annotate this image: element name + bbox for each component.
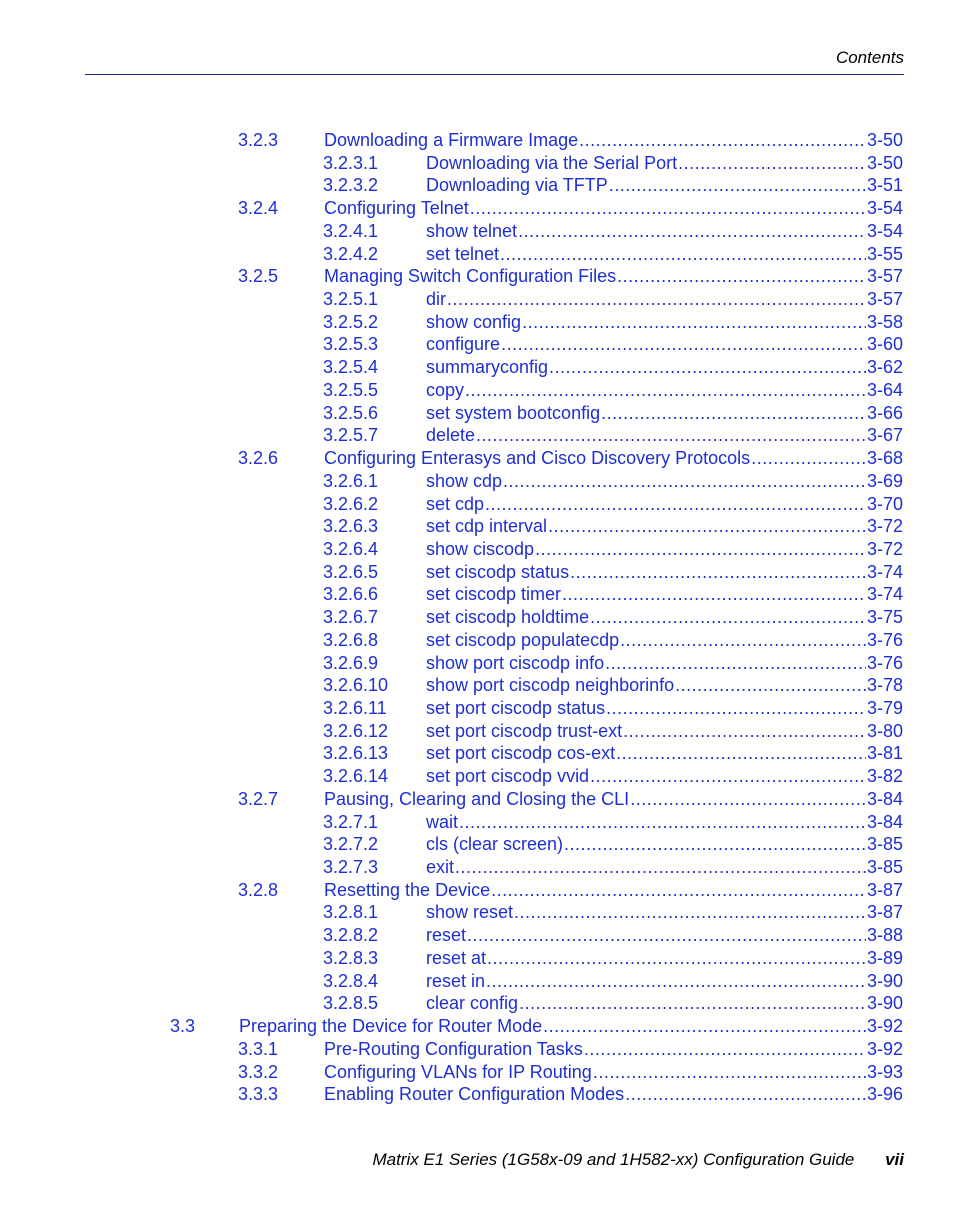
- toc-entry[interactable]: [323, 425, 903, 447]
- toc-entry-page[interactable]: 3-58: [866, 311, 903, 332]
- toc-leader-dots: [465, 380, 866, 401]
- toc-entry-number: 3.2.4: [238, 198, 279, 219]
- toc-leader-dots: [590, 766, 866, 787]
- toc-leader-dots: [485, 494, 866, 515]
- toc-entry-number: 3.2.5.7: [323, 425, 379, 446]
- toc-entry-number: 3.2.6.11: [323, 698, 387, 718]
- toc-entry[interactable]: [323, 653, 903, 675]
- toc-leader-dots: [751, 448, 866, 469]
- toc-entry-page[interactable]: 3-75: [866, 607, 903, 628]
- toc-entry-page[interactable]: 3-57: [866, 266, 903, 287]
- toc-entry[interactable]: [238, 130, 903, 152]
- toc-entry-page[interactable]: 3-72: [866, 538, 903, 559]
- toc-entry-number: 3.2.3.1: [323, 152, 379, 173]
- toc-entry-number: 3.2.5.5: [323, 379, 379, 400]
- toc-entry-title[interactable]: show telnet: [426, 220, 518, 241]
- toc-entry-number: 3.2.6.1: [323, 470, 379, 491]
- toc-entry-number: 3.2.6.4: [323, 538, 379, 559]
- toc-leader-dots: [549, 357, 866, 378]
- toc-entry[interactable]: [238, 448, 903, 470]
- toc-entry-page[interactable]: 3-67: [866, 425, 903, 446]
- toc-entry-page[interactable]: 3-90: [866, 970, 903, 991]
- toc-entry[interactable]: [323, 743, 903, 765]
- toc-entry[interactable]: [323, 834, 903, 856]
- toc-entry-number: 3.2.6.7: [323, 607, 379, 628]
- toc-entry[interactable]: [323, 857, 903, 879]
- toc-entry-page[interactable]: 3-79: [866, 698, 903, 718]
- toc-entry-page[interactable]: 3-51: [866, 175, 903, 196]
- toc-entry-title[interactable]: set port ciscodp cos-ext: [426, 743, 616, 764]
- toc-leader-dots: [514, 902, 866, 923]
- toc-entry-page[interactable]: 3-76: [866, 652, 903, 673]
- toc-entry-title[interactable]: Downloading via the Serial Port: [426, 152, 678, 173]
- toc-leader-dots: [501, 334, 866, 355]
- toc-entry-title[interactable]: show config: [426, 311, 522, 332]
- toc-entry-title[interactable]: Configuring VLANs for IP Routing: [324, 1061, 592, 1082]
- toc-entry-title[interactable]: Resetting the Device: [324, 879, 491, 900]
- toc-entry-number: 3.2.5.6: [323, 402, 379, 423]
- toc-leader-dots: [548, 516, 866, 537]
- toc-leader-dots: [562, 584, 866, 605]
- toc-leader-dots: [579, 130, 866, 151]
- toc-entry[interactable]: [323, 403, 903, 425]
- toc-entry-title[interactable]: copy: [426, 379, 465, 400]
- toc-entry-number: 3.2.8.3: [323, 947, 379, 968]
- toc-leader-dots: [455, 857, 866, 878]
- toc-entry-page[interactable]: 3-80: [866, 720, 903, 741]
- toc-entry-title[interactable]: Managing Switch Configuration Files: [324, 266, 617, 287]
- toc-entry-page[interactable]: 3-85: [866, 857, 903, 878]
- toc-entry-page[interactable]: 3-81: [866, 743, 903, 764]
- toc-entry[interactable]: [323, 494, 903, 516]
- toc-entry-title[interactable]: show ciscodp: [426, 538, 535, 559]
- toc-entry-number: 3.2.6: [238, 448, 279, 469]
- toc-entry-number: 3.2.6.12: [323, 720, 389, 741]
- toc-entry-title[interactable]: reset: [426, 925, 467, 946]
- toc-entry-number: 3.3.3: [238, 1084, 279, 1105]
- toc-entry-title[interactable]: set telnet: [426, 243, 500, 264]
- toc-entry-number: 3.2.8: [238, 879, 279, 900]
- toc-entry-number: 3.2.6.2: [323, 493, 379, 514]
- toc-entry-title[interactable]: show port ciscodp info: [426, 652, 605, 673]
- toc-entry-title[interactable]: dir: [426, 289, 447, 310]
- toc-entry-number: 3.2.6.6: [323, 584, 379, 605]
- toc-entry-title[interactable]: set ciscodp timer: [426, 584, 562, 605]
- toc-entry[interactable]: [323, 289, 903, 311]
- toc-entry-number: 3.2.6.5: [323, 561, 379, 582]
- toc-entry-title[interactable]: set ciscodp holdtime: [426, 607, 590, 628]
- toc-entry-page[interactable]: 3-57: [866, 289, 903, 310]
- toc-entry-number: 3.2.5.2: [323, 311, 379, 332]
- toc-entry[interactable]: [238, 880, 903, 902]
- toc-entry-page[interactable]: 3-87: [866, 902, 903, 923]
- page-footer: [372, 1150, 904, 1170]
- toc-leader-dots: [616, 743, 866, 764]
- toc-leader-dots: [487, 948, 866, 969]
- toc-leader-dots: [609, 175, 866, 196]
- toc-entry-title[interactable]: set ciscodp status: [426, 561, 570, 582]
- toc-leader-dots: [590, 607, 866, 628]
- toc-entry-page[interactable]: 3-92: [866, 1016, 903, 1037]
- toc-entry-number: 3.2.6.14: [323, 766, 389, 787]
- toc-entry[interactable]: [323, 244, 903, 266]
- toc-entry-page[interactable]: 3-69: [866, 470, 903, 491]
- toc-leader-dots: [675, 675, 866, 696]
- toc-leader-dots: [601, 403, 866, 424]
- toc-entry-title[interactable]: show port ciscodp neighborinfo: [426, 675, 675, 696]
- toc-entry-page[interactable]: 3-66: [866, 402, 903, 423]
- toc-entry[interactable]: [323, 721, 903, 743]
- toc-entry-number: 3.2.7.2: [323, 834, 379, 855]
- toc-entry[interactable]: [323, 334, 903, 356]
- toc-leader-dots: [535, 539, 866, 560]
- toc-entry-page[interactable]: 3-78: [866, 675, 903, 696]
- toc-entry[interactable]: [323, 993, 903, 1015]
- toc-entry-title[interactable]: set system bootconfig: [426, 402, 601, 423]
- toc-entry-title[interactable]: Preparing the Device for Router Mode: [239, 1016, 543, 1037]
- toc-entry[interactable]: [323, 630, 903, 652]
- toc-entry[interactable]: [323, 357, 903, 379]
- toc-entry-number: 3.2.8.2: [323, 925, 379, 946]
- toc-entry-title[interactable]: summaryconfig: [426, 357, 549, 378]
- toc-entry-page[interactable]: 3-90: [866, 993, 903, 1014]
- toc-leader-dots: [486, 971, 866, 992]
- toc-leader-dots: [522, 312, 866, 333]
- toc-entry-title[interactable]: Configuring Enterasys and Cisco Discovery Protocols: [324, 448, 751, 469]
- toc-entry-title[interactable]: set port ciscodp vvid: [426, 766, 590, 787]
- toc-leader-dots: [467, 925, 866, 946]
- toc-entry[interactable]: [238, 1039, 903, 1061]
- toc-entry-page[interactable]: 3-64: [866, 379, 903, 400]
- toc-entry[interactable]: [323, 698, 903, 720]
- toc-entry-title[interactable]: Downloading a Firmware Image: [324, 130, 579, 150]
- toc-entry-number: 3.2.6.8: [323, 629, 379, 650]
- header-title: Contents: [835, 48, 904, 67]
- toc-entry[interactable]: [323, 971, 903, 993]
- toc-entry[interactable]: [323, 175, 903, 197]
- toc-entry-page[interactable]: 3-60: [866, 334, 903, 355]
- toc-entry-title[interactable]: Pre-Routing Configuration Tasks: [324, 1038, 583, 1059]
- toc-entry[interactable]: [323, 562, 903, 584]
- toc-entry-page[interactable]: 3-96: [866, 1084, 903, 1105]
- toc-entry-page[interactable]: 3-93: [866, 1061, 903, 1082]
- toc-entry[interactable]: [238, 198, 903, 220]
- toc-entry-number: 3.2.5.1: [323, 289, 379, 310]
- toc-entry[interactable]: [323, 584, 903, 606]
- toc-entry-number: 3.2.7.1: [323, 811, 379, 832]
- toc-entry-page[interactable]: 3-82: [866, 766, 903, 787]
- toc-entry-title[interactable]: cls (clear screen): [426, 834, 564, 855]
- toc-entry[interactable]: [323, 380, 903, 402]
- toc-entry-title[interactable]: set cdp interval: [426, 516, 548, 537]
- toc-leader-dots: [625, 1084, 866, 1105]
- toc-entry-number: 3.2.3.2: [323, 175, 379, 196]
- toc-leader-dots: [620, 630, 866, 651]
- toc-entry-page[interactable]: 3-54: [866, 220, 903, 241]
- toc-entry[interactable]: [323, 948, 903, 970]
- toc-entry-title[interactable]: show cdp: [426, 470, 503, 491]
- toc-leader-dots: [543, 1016, 866, 1037]
- toc-leader-dots: [623, 721, 866, 742]
- toc-entry[interactable]: [238, 1084, 903, 1106]
- toc-entry-page[interactable]: 3-85: [866, 834, 903, 855]
- footer-page-number: vii: [885, 1150, 904, 1169]
- toc-leader-dots: [570, 562, 866, 583]
- toc-entry-number: 3.2.5.3: [323, 334, 379, 355]
- toc-entry-number: 3.2.4.1: [323, 220, 379, 241]
- toc-entry-title[interactable]: set ciscodp populatecdp: [426, 629, 620, 650]
- toc-leader-dots: [518, 221, 866, 242]
- toc-entry-number: 3.3.2: [238, 1061, 279, 1082]
- toc-entry[interactable]: [323, 153, 903, 175]
- toc-entry-page[interactable]: 3-92: [866, 1038, 903, 1059]
- page-header: [85, 46, 904, 75]
- toc-entry-number: 3.2.8.5: [323, 993, 379, 1014]
- toc-entry-number: 3.2.8.4: [323, 970, 379, 991]
- toc-entry-page[interactable]: 3-50: [866, 152, 903, 173]
- toc-entry-number: 3.2.6.13: [323, 743, 389, 764]
- toc-entry-number: 3.2.7: [238, 788, 279, 809]
- toc-leader-dots: [564, 834, 866, 855]
- toc-entry-number: 3.2.5: [238, 266, 279, 287]
- toc-entry-number: 3.2.5.4: [323, 357, 379, 378]
- toc-entry[interactable]: [323, 925, 903, 947]
- toc-leader-dots: [605, 653, 866, 674]
- toc-entry[interactable]: [323, 812, 903, 834]
- toc-leader-dots: [584, 1039, 866, 1060]
- toc-entry-page[interactable]: 3-74: [866, 561, 903, 582]
- toc-leader-dots: [491, 880, 866, 901]
- toc-entry-title[interactable]: Enabling Router Configuration Modes: [324, 1084, 625, 1105]
- toc-leader-dots: [470, 198, 866, 219]
- toc-entry-number: 3.3: [170, 1016, 196, 1037]
- toc-entry-page[interactable]: 3-84: [866, 811, 903, 832]
- toc-entry[interactable]: [170, 1016, 903, 1038]
- toc-leader-dots: [593, 1062, 866, 1083]
- toc-entry[interactable]: [323, 902, 903, 924]
- toc-entry-number: 3.2.8.1: [323, 902, 379, 923]
- toc-leader-dots: [459, 812, 866, 833]
- toc-entry-number: 3.3.1: [238, 1038, 279, 1059]
- toc-entry-page[interactable]: 3-54: [866, 198, 903, 219]
- toc-entry[interactable]: [323, 221, 903, 243]
- toc-entry-number: 3.2.7.3: [323, 857, 379, 878]
- toc-entry-title[interactable]: Pausing, Clearing and Closing the CLI: [324, 788, 630, 809]
- toc-entry-title[interactable]: configure: [426, 334, 501, 355]
- toc-leader-dots: [519, 993, 866, 1014]
- toc-entry-page[interactable]: 3-87: [866, 879, 903, 900]
- toc-entry-page[interactable]: 3-88: [866, 925, 903, 946]
- toc-entry[interactable]: [323, 675, 903, 697]
- toc-entry-page[interactable]: 3-68: [866, 448, 903, 469]
- toc-entry-number: 3.2.6.9: [323, 652, 379, 673]
- toc-entry[interactable]: [323, 766, 903, 788]
- toc-entry[interactable]: [238, 789, 903, 811]
- toc-leader-dots: [606, 698, 866, 719]
- toc-entry-page[interactable]: 3-55: [866, 243, 903, 264]
- toc-leader-dots: [500, 244, 866, 265]
- toc-entry-page[interactable]: 3-74: [866, 584, 903, 605]
- toc-entry-title[interactable]: clear config: [426, 993, 519, 1014]
- toc-entry[interactable]: [323, 516, 903, 538]
- toc-entry-title[interactable]: exit: [426, 857, 455, 878]
- toc-entry-title[interactable]: set port ciscodp trust-ext: [426, 720, 623, 741]
- toc-entry-page[interactable]: 3-62: [866, 357, 903, 378]
- toc-entry-page[interactable]: 3-50: [866, 130, 903, 150]
- toc-entry-title[interactable]: Downloading via TFTP: [426, 175, 608, 196]
- toc-entry-title[interactable]: set port ciscodp status: [426, 698, 606, 718]
- toc-entry-title[interactable]: Configuring Telnet: [324, 198, 469, 219]
- toc-leader-dots: [503, 471, 866, 492]
- toc-entry-title[interactable]: delete: [426, 425, 476, 446]
- toc-entry-page[interactable]: 3-76: [866, 629, 903, 650]
- toc-entry-title[interactable]: wait: [426, 811, 459, 832]
- toc-entry-title[interactable]: reset at: [426, 947, 487, 968]
- toc-entry[interactable]: [238, 266, 903, 288]
- toc-entry-title[interactable]: show reset: [426, 902, 514, 923]
- toc-entry-page[interactable]: 3-84: [866, 788, 903, 809]
- toc-entry-page[interactable]: 3-70: [866, 493, 903, 514]
- toc-leader-dots: [630, 789, 866, 810]
- toc-entry-number: 3.2.6.10: [323, 675, 389, 696]
- footer-title: Matrix E1 Series (1G58x-09 and 1H582-xx) Configuration Guide: [372, 1150, 855, 1169]
- toc-entry[interactable]: [323, 607, 903, 629]
- toc-leader-dots: [617, 266, 866, 287]
- toc-leader-dots: [678, 153, 866, 174]
- toc-entry[interactable]: [323, 539, 903, 561]
- toc-entry[interactable]: [323, 471, 903, 493]
- toc-entry-page[interactable]: 3-72: [866, 516, 903, 537]
- toc-entry-number: 3.2.6.3: [323, 516, 379, 537]
- toc-entry-number: 3.2.4.2: [323, 243, 379, 264]
- toc-entry[interactable]: [323, 312, 903, 334]
- toc-leader-dots: [447, 289, 866, 310]
- toc-entry[interactable]: [238, 1062, 903, 1084]
- toc-entry-number: 3.2.3: [238, 130, 279, 150]
- toc-entry-title[interactable]: set cdp: [426, 493, 485, 514]
- toc-entry-title[interactable]: reset in: [426, 970, 486, 991]
- toc-leader-dots: [476, 425, 866, 446]
- toc-entry-page[interactable]: 3-89: [866, 947, 903, 968]
